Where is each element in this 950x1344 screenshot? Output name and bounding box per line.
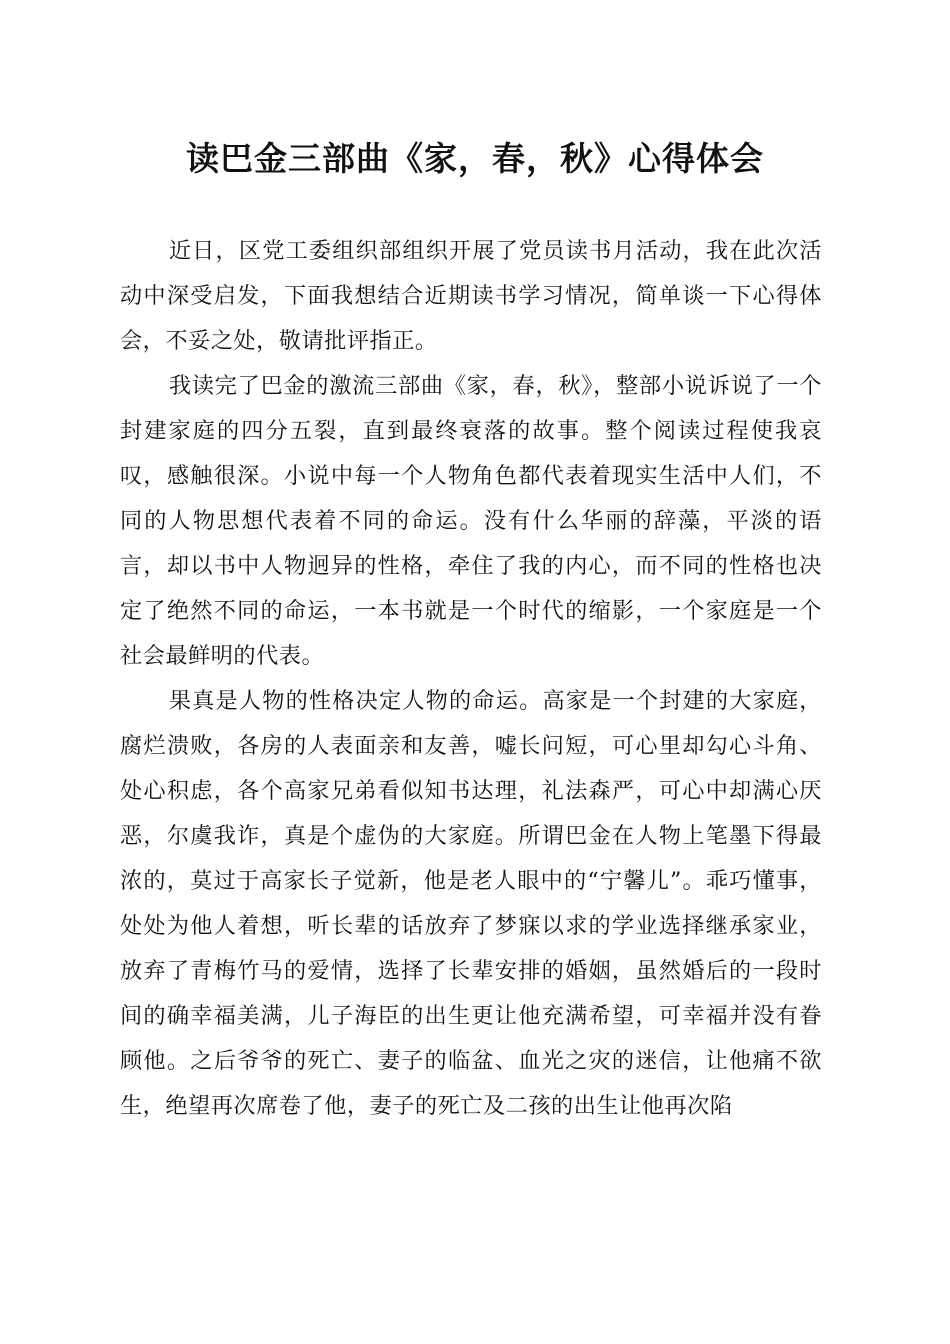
paragraph-3: 果真是人物的性格决定人物的命运。高家是一个封建的大家庭，腐烂溃败，各房的人表面亲和友善，嘘长问短，可心里却勾心斗角、处心积虑，各个高家兄弟看似知书达理，礼法森严，可心中却满心厌恶，尔虞我诈，真是个虚伪的大家庭。所谓巴金在人物上笔墨下得最浓的，莫过于高家长子觉新，他是老人眼中的“宁馨儿”。乖巧懂事，处处为他人着想，听长辈的话放弃了梦寐以求的学业选择继承家业，放弃了青梅竹马的爱情，选择了长辈安排的婚姻，虽然婚后的一段时间的确幸福美满，儿子海臣的出生更让他充满希望，可幸福并没有眷顾他。之后爷爷的死亡、妻子的临盆、血光之灾的迷信，让他痛不欲生，绝望再次席卷了他，妻子的死亡及二孩的出生让他再次陷 bbox=[120, 688, 822, 1119]
paragraph-1: 近日，区党工委组织部组织开展了党员读书月活动，我在此次活动中深受启发，下面我想结合近期读书学习情况，简单谈一下心得体会，不妥之处，敬请批评指正。 bbox=[120, 238, 822, 354]
document-body bbox=[120, 229, 822, 1129]
document-title: 读巴金三部曲《家，春，秋》心得体会 bbox=[186, 139, 764, 178]
paragraph-2: 我读完了巴金的激流三部曲《家，春，秋》，整部小说诉说了一个封建家庭的四分五裂，直到最终衰落的故事。整个阅读过程使我哀叹，感触很深。小说中每一个人物角色都代表着现实生活中人们，不同的人物思想代表着不同的命运。没有什么华丽的辞藻，平淡的语言，却以书中人物迥异的性格，牵住了我的内心，而不同的性格也决定了绝然不同的命运，一本书就是一个时代的缩影，一个家庭是一个社会最鲜明的代表。 bbox=[120, 373, 822, 669]
